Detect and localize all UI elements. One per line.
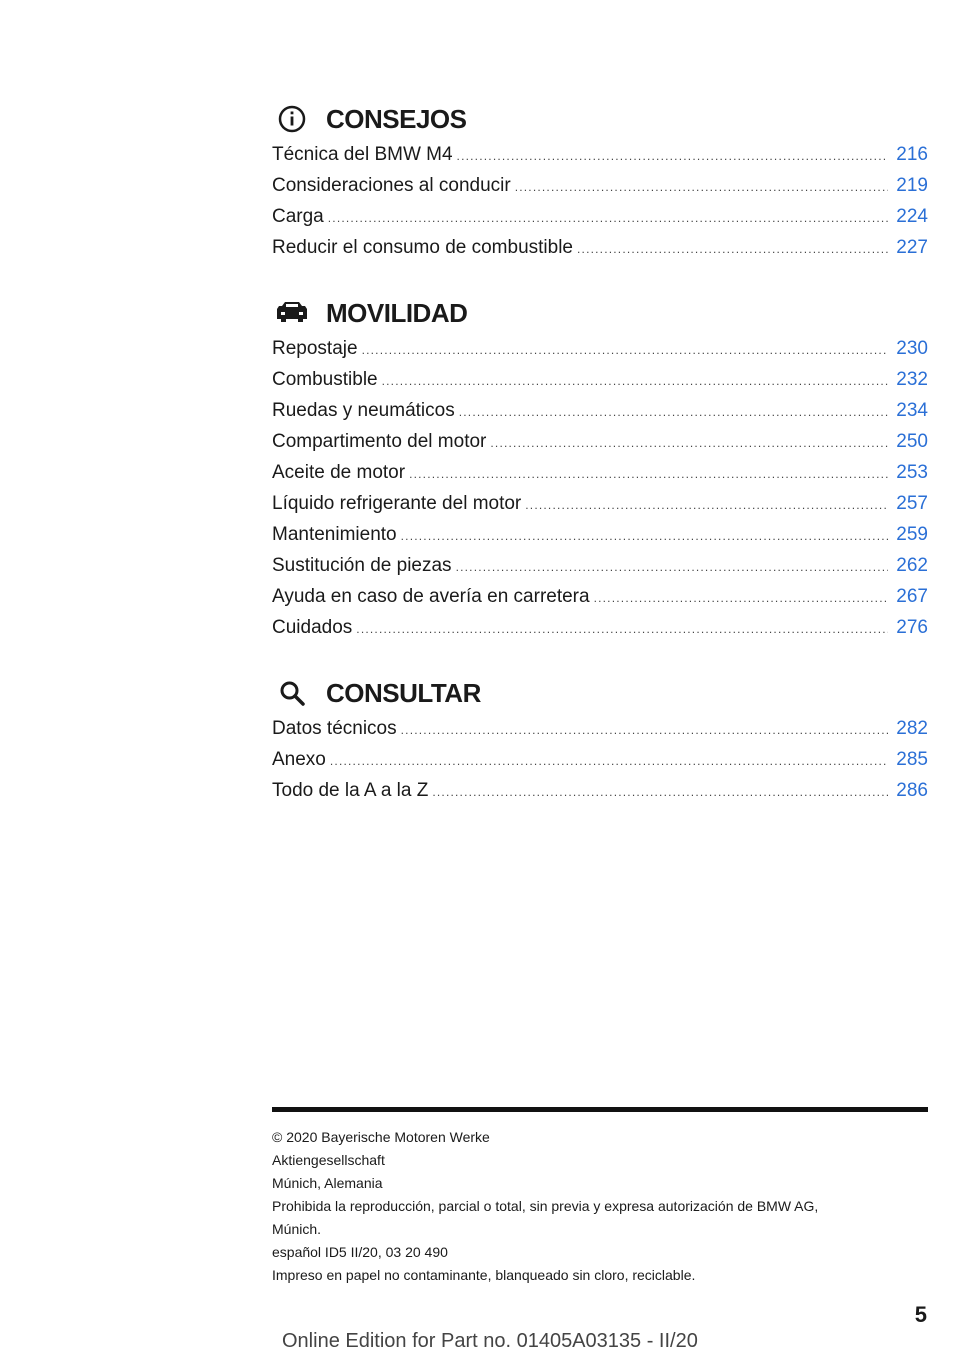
watermark-text: Online Edition for Part no. 01405A03135 - II/20 (282, 1330, 698, 1352)
toc-entry-label: Aceite de motor (272, 462, 406, 483)
imprint-line: Múnich, Alemania (272, 1175, 383, 1191)
toc-entry[interactable] (272, 462, 928, 493)
toc-entry-label: Líquido refrigerante del motor (272, 493, 522, 514)
toc-entry-page[interactable]: 253 (896, 462, 928, 483)
car-icon (272, 293, 312, 333)
section-title: MOVILIDAD (326, 297, 468, 328)
table-of-contents (272, 96, 928, 833)
toc-entry-page[interactable]: 216 (896, 144, 928, 165)
toc-entry[interactable] (272, 617, 928, 648)
dot-leader (577, 242, 888, 256)
imprint-line: Múnich. (272, 1221, 322, 1237)
imprint-footer (272, 1107, 928, 1287)
toc-entry[interactable] (272, 338, 928, 369)
dot-leader (356, 622, 888, 636)
toc-entry-page[interactable]: 262 (896, 555, 928, 576)
dot-leader (328, 211, 889, 225)
dot-leader (515, 180, 889, 194)
toc-entry-page[interactable]: 224 (896, 206, 928, 227)
dot-leader (525, 498, 888, 512)
toc-entry-label: Carga (272, 206, 324, 227)
toc-entry-label: Compartimento del motor (272, 431, 487, 452)
toc-entry[interactable] (272, 206, 928, 237)
toc-entry-page[interactable]: 285 (896, 749, 928, 770)
toc-entry[interactable] (272, 237, 928, 268)
toc-entry[interactable] (272, 524, 928, 555)
toc-entry-page[interactable]: 259 (896, 524, 928, 545)
dot-leader (362, 343, 889, 357)
toc-entry-page[interactable]: 230 (896, 338, 928, 359)
toc-entry[interactable] (272, 431, 928, 462)
toc-entry[interactable] (272, 144, 928, 175)
dot-leader (401, 529, 889, 543)
imprint-line: Impreso en papel no contaminante, blanqueado sin cloro, reciclable. (272, 1267, 696, 1283)
toc-entry[interactable] (272, 586, 928, 617)
toc-entry-page[interactable]: 286 (896, 780, 928, 801)
imprint-line: Prohibida la reproducción, parcial o total, sin previa y expresa autorización de BMW AG, (272, 1198, 819, 1214)
toc-entry-page[interactable]: 276 (896, 617, 928, 638)
imprint-line: Aktiengesellschaft (272, 1152, 385, 1168)
toc-entry[interactable] (272, 369, 928, 400)
dot-leader (382, 374, 889, 388)
toc-entry-label: Cuidados (272, 617, 353, 638)
toc-entry-page[interactable]: 282 (896, 718, 928, 739)
toc-entry-page[interactable]: 234 (896, 400, 928, 421)
section-header (272, 96, 928, 142)
footer-divider (272, 1107, 928, 1112)
dot-leader (457, 149, 889, 163)
section-consejos (272, 96, 928, 268)
dot-leader (432, 785, 888, 799)
toc-entry-label: Ayuda en caso de avería en carretera (272, 586, 590, 607)
dot-leader (490, 436, 888, 450)
dot-leader (456, 560, 889, 574)
section-consultar (272, 670, 928, 811)
toc-entry-page[interactable]: 257 (896, 493, 928, 514)
dot-leader (330, 754, 888, 768)
info-icon (272, 99, 312, 139)
page-number: 5 (914, 1302, 927, 1327)
toc-entry-label: Ruedas y neumáticos (272, 400, 455, 421)
toc-entry[interactable] (272, 749, 928, 780)
dot-leader (459, 405, 889, 419)
toc-entry-page[interactable]: 219 (896, 175, 928, 196)
dot-leader (401, 723, 889, 737)
toc-entry-page[interactable]: 227 (896, 237, 928, 258)
toc-entry-label: Reducir el consumo de combustible (272, 237, 573, 258)
toc-entry-label: Técnica del BMW M4 (272, 144, 453, 165)
dot-leader (594, 591, 889, 605)
toc-entry-label: Consideraciones al conducir (272, 175, 511, 196)
section-title: CONSEJOS (326, 103, 467, 134)
toc-entry[interactable] (272, 493, 928, 524)
toc-entry-label: Anexo (272, 749, 326, 770)
imprint-line: español ID5 II/20, 03 20 490 (272, 1244, 448, 1260)
section-title: CONSULTAR (326, 677, 481, 708)
toc-entry-label: Combustible (272, 369, 378, 390)
search-icon (272, 673, 312, 713)
toc-entry[interactable] (272, 175, 928, 206)
toc-entry[interactable] (272, 400, 928, 431)
section-header (272, 290, 928, 336)
toc-entry-label: Todo de la A a la Z (272, 780, 429, 801)
toc-entry[interactable] (272, 555, 928, 586)
toc-entry-label: Mantenimiento (272, 524, 397, 545)
section-header (272, 670, 928, 716)
toc-entry-page[interactable]: 267 (896, 586, 928, 607)
toc-entry[interactable] (272, 718, 928, 749)
dot-leader (409, 467, 888, 481)
toc-entry-page[interactable]: 232 (896, 369, 928, 390)
copyright-line: © 2020 Bayerische Motoren Werke (272, 1129, 490, 1145)
section-movilidad (272, 290, 928, 648)
toc-entry[interactable] (272, 780, 928, 811)
toc-entry-page[interactable]: 250 (896, 431, 928, 452)
toc-entry-label: Sustitución de piezas (272, 555, 452, 576)
toc-entry-label: Datos técnicos (272, 718, 397, 739)
toc-entry-label: Repostaje (272, 338, 358, 359)
